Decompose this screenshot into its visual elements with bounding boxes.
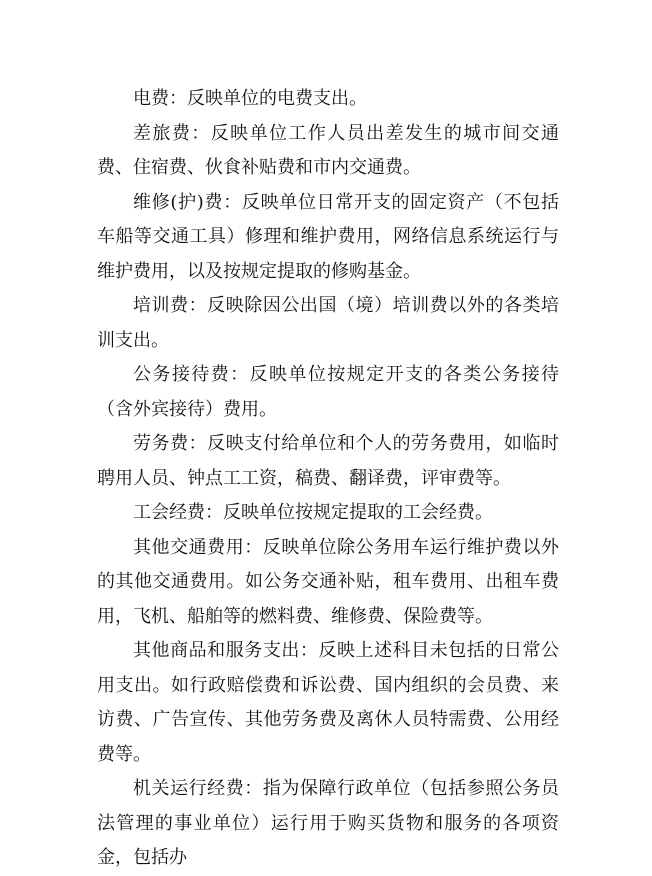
paragraph-union-funds: 工会经费：反映单位按规定提取的工会经费。	[133, 502, 493, 523]
paragraph-maintenance: 维修(护)费：反映单位日常开支的固定资产（不包括车船等交通工具）修理和维护费用，网络信息系统运行与维护费用，以及按规定提取的修购基金。	[97, 191, 559, 282]
paragraph-travel: 差旅费：反映单位工作人员出差发生的城市间交通费、住宿费、伙食补贴费和市内交通费。	[97, 122, 559, 178]
paragraph-labor: 劳务费：反映支付给单位和个人的劳务费用，如临时聘用人员、钟点工工资，稿费、翻译费，评审费等。	[97, 433, 559, 489]
document-body	[97, 82, 559, 876]
paragraph-official-reception: 公务接待费：反映单位按规定开支的各类公务接待（含外宾接待）费用。	[97, 364, 559, 420]
paragraph-training: 培训费：反映除因公出国（境）培训费以外的各类培训支出。	[97, 295, 559, 351]
paragraph-other-transport: 其他交通费用：反映单位除公务用车运行维护费以外的其他交通费用。如公务交通补贴，租车费用、出租车费用，飞机、船舶等的燃料费、维修费、保险费等。	[97, 536, 559, 627]
paragraph-agency-operating: 机关运行经费：指为保障行政单位（包括参照公务员法管理的事业单位）运行用于购买货物和服务的各项资金，包括办	[97, 778, 559, 868]
paragraph-other-goods-services: 其他商品和服务支出：反映上述科目未包括的日常公用支出。如行政赔偿费和诉讼费、国内组织的会员费、来访费、广告宣传、其他劳务费及离休人员特需费、公用经费等。	[97, 640, 559, 765]
paragraph-electricity: 电费：反映单位的电费支出。	[133, 88, 367, 109]
